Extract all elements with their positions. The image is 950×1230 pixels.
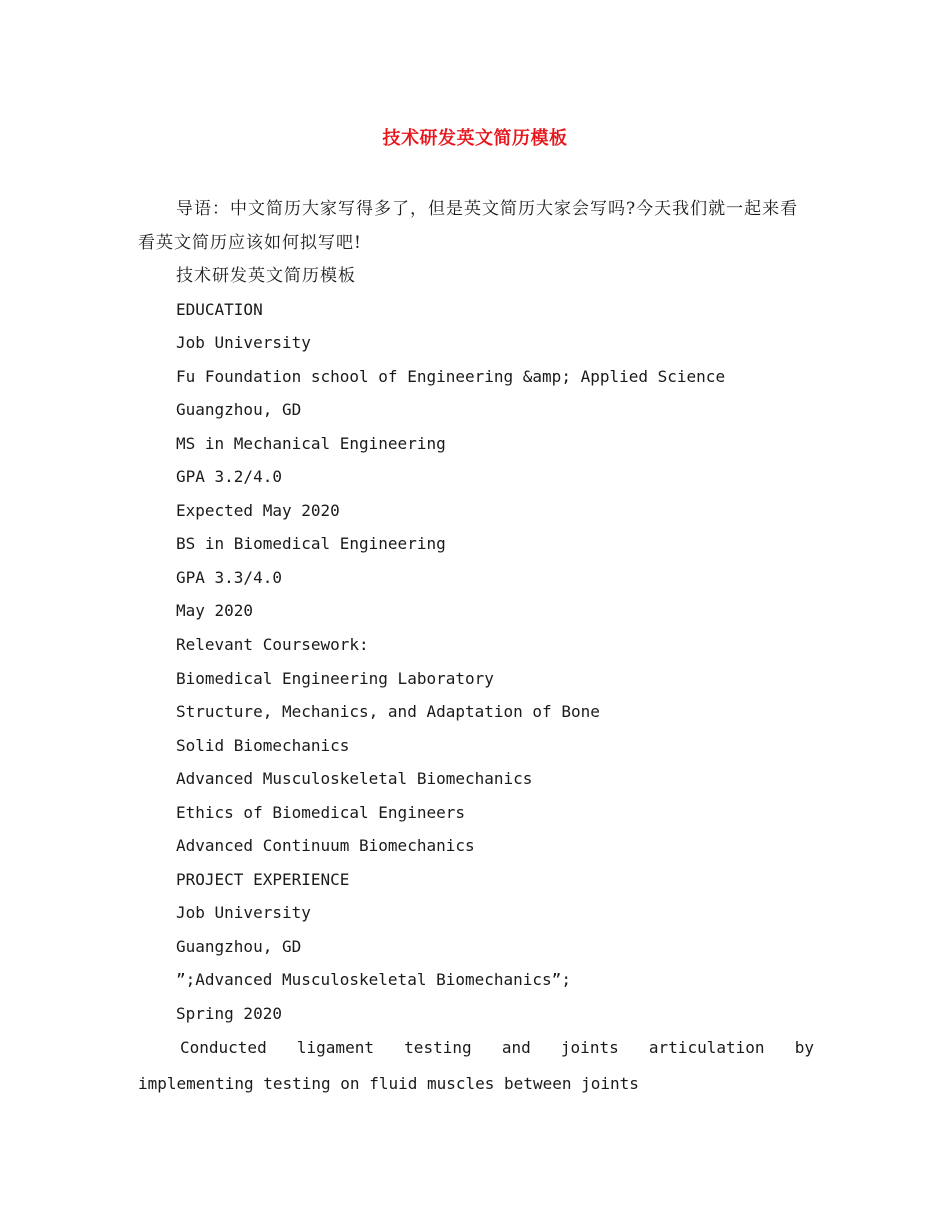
resume-lines [176, 262, 816, 1034]
date-ms: Expected May 2020 [176, 500, 340, 520]
document-title: 技术研发英文简历模板 [382, 128, 568, 149]
project-title: ”;Advanced Musculoskeletal Biomechanics”; [176, 970, 571, 990]
degree-bs: BS in Biomedical Engineering [176, 534, 446, 554]
intro-paragraph: 导语：中文简历大家写得多了，但是英文简历大家会写吗?今天我们就一起来看看英文简历应该如何拟写吧! [138, 199, 799, 253]
course-item: Advanced Musculoskeletal Biomechanics [176, 769, 533, 789]
location: Guangzhou, GD [176, 400, 302, 420]
project-location: Guangzhou, GD [176, 936, 302, 956]
university-name: Job University [176, 333, 311, 353]
course-item: Solid Biomechanics [176, 735, 350, 755]
course-item: Advanced Continuum Biomechanics [176, 836, 475, 856]
date-bs: May 2020 [176, 601, 254, 621]
course-item: Ethics of Biomedical Engineers [176, 802, 465, 822]
section-heading-education: EDUCATION [176, 299, 263, 319]
course-item: Structure, Mechanics, and Adaptation of Bone [176, 702, 600, 722]
gpa-bs: GPA 3.3/4.0 [176, 567, 282, 587]
project-description: Conducted ligament testing and joints articulation by implementing testing on fluid muscles between joints [138, 1038, 814, 1093]
gpa-ms: GPA 3.2/4.0 [176, 467, 282, 487]
project-university: Job University [176, 903, 311, 923]
coursework-heading: Relevant Coursework: [176, 635, 369, 655]
school-name: Fu Foundation school of Engineering &amp; Applied Science [176, 366, 726, 386]
degree-ms: MS in Mechanical Engineering [176, 433, 446, 453]
course-item: Biomedical Engineering Laboratory [176, 668, 494, 688]
section-heading-project-experience: PROJECT EXPERIENCE [176, 869, 350, 889]
resume-heading: 技术研发英文简历模板 [176, 266, 356, 286]
project-date: Spring 2020 [176, 1004, 282, 1024]
